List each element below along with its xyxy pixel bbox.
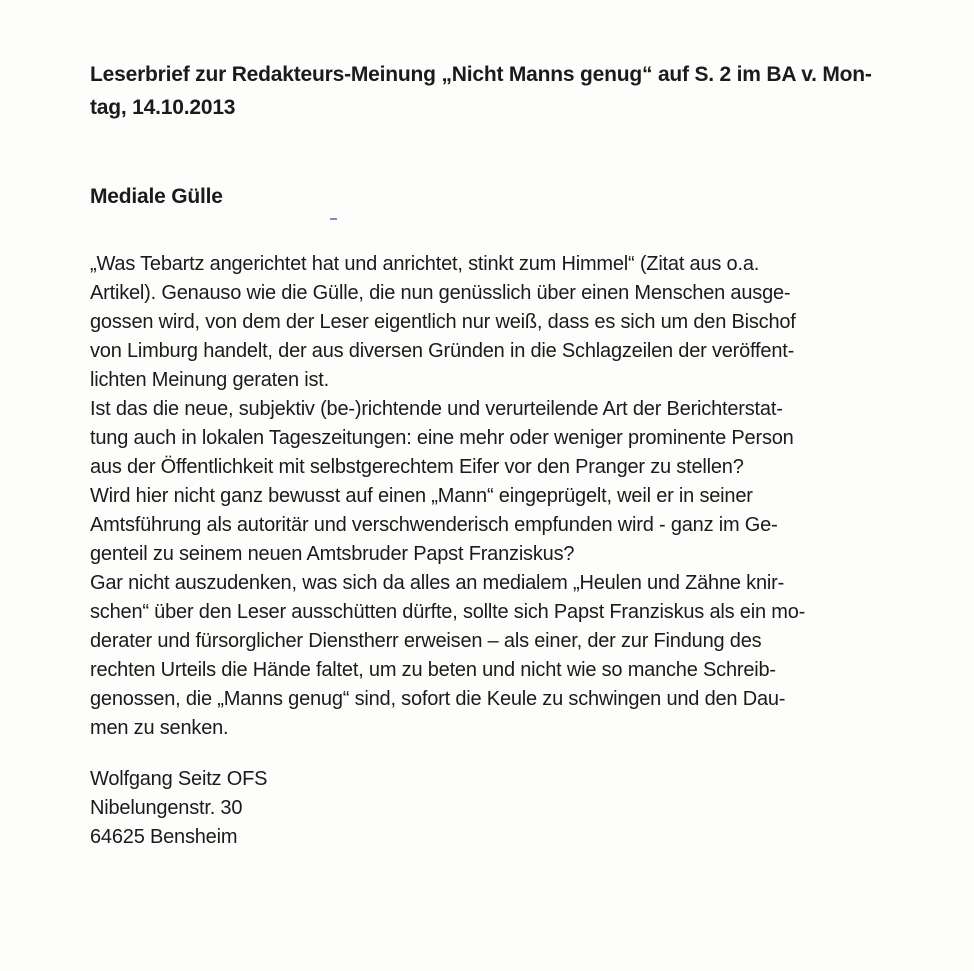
body-line: Ist das die neue, subjektiv (be-)richtende und verurteilende Art der Berichterstat- xyxy=(90,398,783,420)
body-line: Gar nicht auszudenken, was sich da alles an medialem „Heulen und Zähne knir- xyxy=(90,572,785,594)
body-line: derater und fürsorglicher Dienstherr erweisen – als einer, der zur Findung des xyxy=(90,630,762,652)
body-line: Amtsführung als autoritär und verschwenderisch empfunden wird - ganz im Ge- xyxy=(90,514,778,536)
letter-body xyxy=(90,250,884,743)
body-line: Artikel). Genauso wie die Gülle, die nun genüsslich über einen Menschen ausge- xyxy=(90,282,791,304)
body-line: schen“ über den Leser ausschütten dürfte, sollte sich Papst Franziskus als ein mo- xyxy=(90,601,806,623)
letter-subject: Mediale Gülle xyxy=(90,185,223,208)
scan-artifact-mark xyxy=(330,218,337,220)
signature-city: 64625 Bensheim xyxy=(90,826,238,848)
body-line: Wird hier nicht ganz bewusst auf einen „Mann“ eingeprügelt, weil er in seiner xyxy=(90,485,753,507)
letter-title xyxy=(90,58,884,124)
body-line: genteil zu seinem neuen Amtsbruder Papst Franziskus? xyxy=(90,543,575,565)
body-line: genossen, die „Manns genug“ sind, sofort die Keule zu schwingen und den Dau- xyxy=(90,688,786,710)
body-line: „Was Tebartz angerichtet hat und anrichtet, stinkt zum Himmel“ (Zitat aus o.a. xyxy=(90,253,760,275)
body-line: rechten Urteils die Hände faltet, um zu beten und nicht wie so manche Schreib- xyxy=(90,659,776,681)
letter-signature xyxy=(90,765,884,852)
body-line: lichten Meinung geraten ist. xyxy=(90,369,329,391)
letter-title-line-1: Leserbrief zur Redakteurs-Meinung „Nicht Manns genug“ auf S. 2 im BA v. Mon- xyxy=(90,63,872,86)
body-line: tung auch in lokalen Tageszeitungen: eine mehr oder weniger prominente Person xyxy=(90,427,794,449)
signature-name: Wolfgang Seitz OFS xyxy=(90,768,268,790)
body-line: von Limburg handelt, der aus diversen Gründen in die Schlagzeilen der veröffent- xyxy=(90,340,795,362)
body-line: aus der Öffentlichkeit mit selbstgerechtem Eifer vor den Pranger zu stellen? xyxy=(90,456,744,478)
letter-title-line-2: tag, 14.10.2013 xyxy=(90,96,236,119)
signature-street: Nibelungenstr. 30 xyxy=(90,797,243,819)
body-line: gossen wird, von dem der Leser eigentlich nur weiß, dass es sich um den Bischof xyxy=(90,311,796,333)
body-line: men zu senken. xyxy=(90,717,229,739)
